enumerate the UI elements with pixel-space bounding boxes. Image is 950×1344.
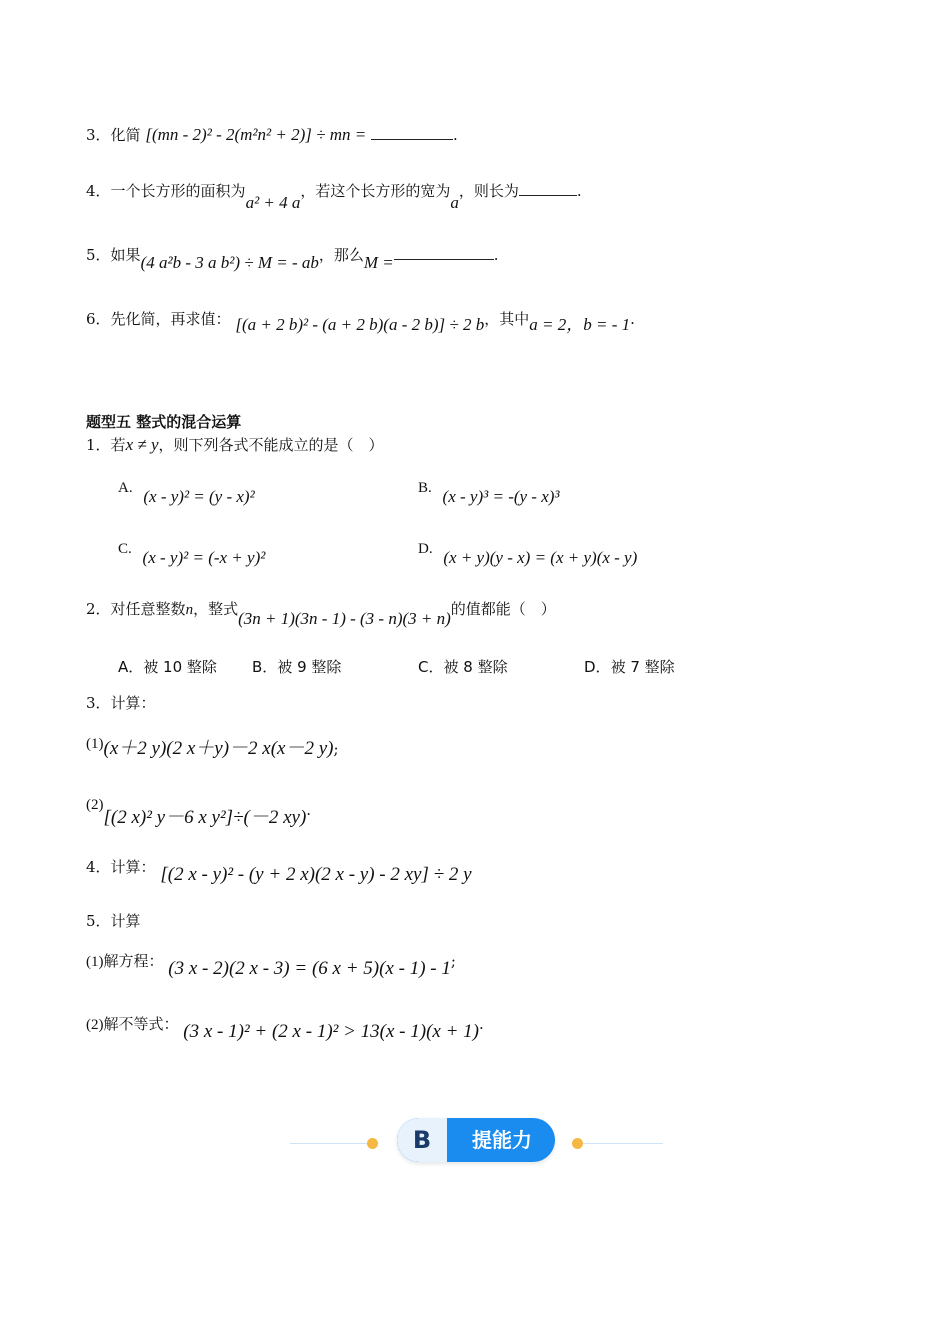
answer-blank[interactable] [371,125,453,140]
math-expression: (4 a²b - 3 a b²) ÷ M = - ab [140,253,319,272]
option-c[interactable]: C. (x - y)² = (-x + y)² [118,541,266,567]
option-d[interactable]: D. (x + y)(y - x) = (x + y)(x - y) [418,541,638,567]
math-expression: (3 x - 2)(2 x - 3) = (6 x + 5)(x - 1) - 1 [168,958,451,979]
math-expression: x ≠ y [125,435,159,454]
math-expression: [(2 x)² y－6 x y²]÷(－2 xy) [103,807,307,828]
section5-question-4: 4．计算： [(2 x - y)² - (y + 2 x)(2 x - y) - 2 xy] ÷ 2 y [86,858,472,885]
math-expression: (x + y)(y - x) = (x + y)(x - y) [443,548,638,567]
math-expression: M = [363,253,394,272]
option-c[interactable]: C．被 8 整除 [418,658,508,676]
math-expression: [(2 x - y)² - (y + 2 x)(2 x - y) - 2 xy] ÷ 2 y [160,864,472,885]
section5-question-2: 2．对任意整数n，整式(3n + 1)(3n - 1) - (3 - n)(3 + n)的值都能（ ） [86,600,556,628]
section-title: 题型五 整式的混合运算 [86,413,242,431]
math-variable: n [185,602,194,618]
math-expression: (x - y)² = (y - x)² [143,487,255,506]
option-a[interactable]: A. (x - y)² = (y - x)² [118,480,255,506]
section5-question-5: 5．计算 [86,912,141,930]
sub-question-1: (1)解方程： (3 x - 2)(2 x - 3) = (6 x + 5)(x - 1) - 1; [86,952,456,979]
math-expression: a = 2，b = - 1 [529,315,631,334]
banner-line-left [290,1143,370,1144]
option-b[interactable]: B．被 9 整除 [252,658,342,676]
section5-question-1: 1．若x ≠ y，则下列各式不能成立的是（ ） [86,435,384,454]
math-expression: (x - y)² = (-x + y)² [142,548,266,567]
math-expression: (x＋2 y)(2 x＋y)－2 x(x－2 y) [103,738,334,759]
question-6-evaluate: 6．先化简，再求值： [(a + 2 b)² - (a + 2 b)(a - 2 b)] ÷ 2 b，其中a = 2，b = - 1. [86,310,635,334]
answer-blank[interactable] [519,181,577,196]
math-expression: [(mn - 2)² - 2(m²n² + 2)] ÷ mn = [145,125,367,144]
question-3-simplify: 3．化简 [(mn - 2)² - 2(m²n² + 2)] ÷ mn = . [86,125,458,144]
option-d[interactable]: D．被 7 整除 [584,658,675,676]
section-banner [397,1118,555,1162]
section5-question-3: 3．计算： [86,694,156,712]
banner-title: 提能力 [472,1128,532,1152]
math-expression: (3 x - 1)² + (2 x - 1)² > 13(x - 1)(x + 1) [183,1021,479,1042]
option-a[interactable]: A．被 10 整除 [118,658,217,676]
banner-letter: B [397,1118,447,1162]
answer-blank[interactable] [394,245,494,260]
question-5-find-m: 5．如果(4 a²b - 3 a b²) ÷ M = - ab，那么M = . [86,246,499,272]
sub-question-2: (2)[(2 x)² y－6 x y²]÷(－2 xy). [86,797,312,828]
banner-dot-right [572,1138,583,1149]
question-4-rectangle: 4．一个长方形的面积为a² + 4 a，若这个长方形的宽为a，则长为 . [86,182,582,212]
math-expression: (3n + 1)(3n - 1) - (3 - n)(3 + n) [238,609,451,628]
math-expression: (x - y)³ = -(y - x)³ [442,487,560,506]
math-expression: a² + 4 a [245,193,301,212]
math-variable: a [450,193,459,212]
option-b[interactable]: B. (x - y)³ = -(y - x)³ [418,480,560,506]
sub-question-1: (1)(x＋2 y)(2 x＋y)－2 x(x－2 y); [86,736,339,759]
sub-question-2: (2)解不等式： (3 x - 1)² + (2 x - 1)² > 13(x - 1)(x + 1). [86,1015,484,1042]
banner-line-right [583,1143,663,1144]
math-expression: [(a + 2 b)² - (a + 2 b)(a - 2 b)] ÷ 2 b [235,315,485,334]
banner-dot-left [367,1138,378,1149]
